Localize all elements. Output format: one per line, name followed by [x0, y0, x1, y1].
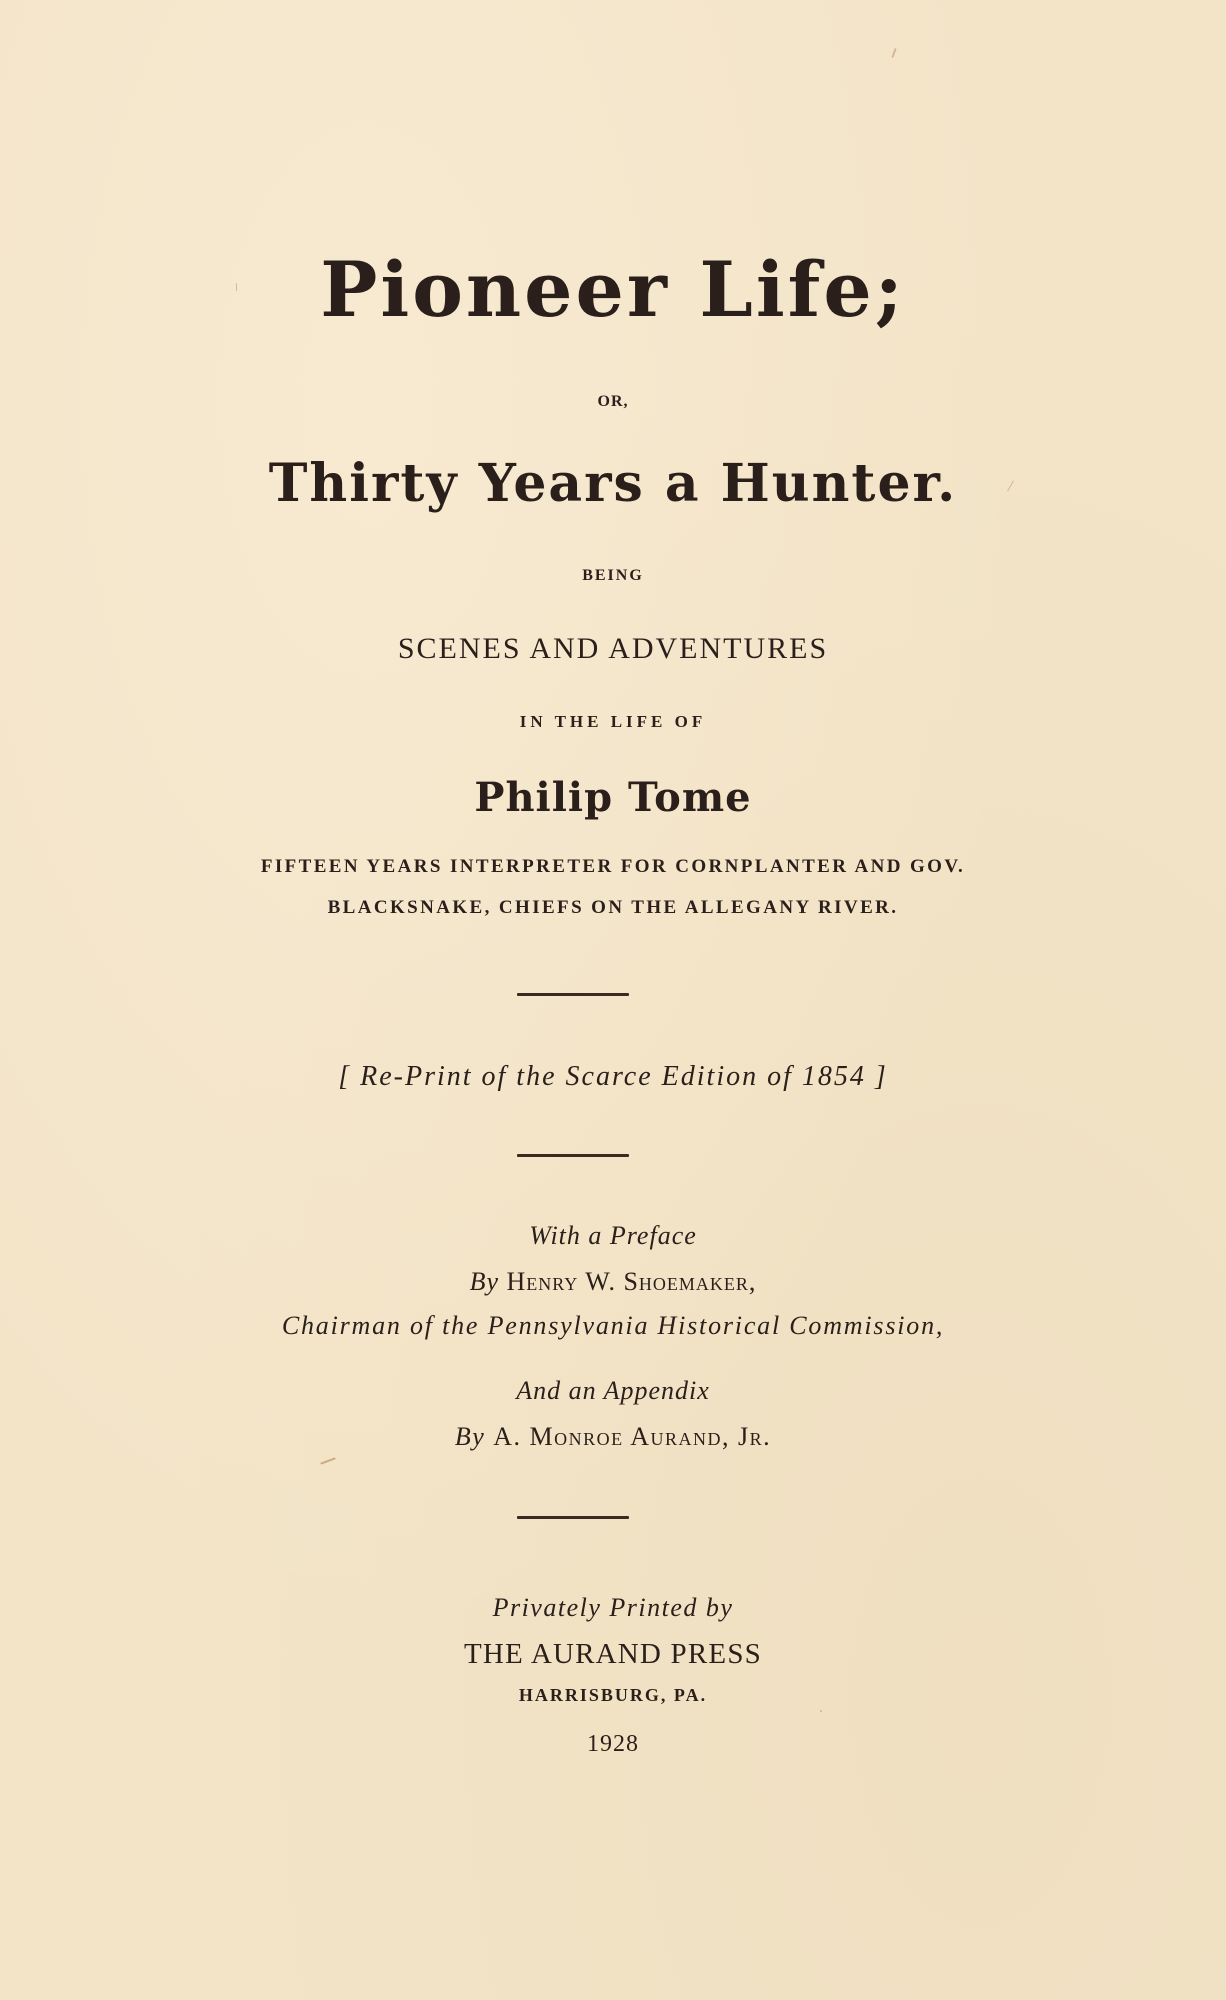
paper-speck	[236, 283, 237, 291]
description-line-1: FIFTEEN YEARS INTERPRETER FOR CORNPLANTER AND GOV.	[260, 856, 966, 877]
scenes-heading: SCENES AND ADVENTURES	[397, 632, 829, 665]
subtitle: Thirty Years a Hunter.	[268, 453, 958, 514]
being-label: BEING	[582, 567, 644, 584]
publisher-place: HARRISBURG, PA.	[518, 1685, 708, 1705]
divider-rule-1	[517, 993, 629, 996]
divider-rule-2	[517, 1154, 629, 1157]
publisher: THE AURAND PRESS	[464, 1638, 762, 1670]
connector-or: OR,	[597, 393, 629, 410]
preface-author-line	[0, 1269, 1226, 1295]
publication-year: 1928	[587, 1731, 639, 1757]
reprint-note: [ Re-Print of the Scarce Edition of 1854 ]	[338, 1061, 888, 1092]
appendix-intro: And an Appendix	[516, 1376, 710, 1405]
description-line-2: BLACKSNAKE, CHIEFS ON THE ALLEGANY RIVER.	[327, 897, 899, 918]
paper-speck	[891, 48, 896, 58]
preface-intro: With a Preface	[529, 1221, 697, 1250]
appendix-author-line	[0, 1424, 1226, 1450]
main-title: Pioneer Life;	[320, 245, 906, 334]
preface-author: Henry W. Shoemaker,	[506, 1267, 757, 1296]
paper-speck	[820, 1710, 822, 1712]
appendix-by-label: By	[454, 1422, 486, 1451]
subject-name: Philip Tome	[474, 774, 752, 821]
paper-speck	[320, 1457, 336, 1464]
preface-author-title: Chairman of the Pennsylvania Historical Commission,	[281, 1311, 945, 1340]
preface-by-label: By	[469, 1267, 499, 1296]
printed-by: Privately Printed by	[492, 1593, 734, 1622]
divider-rule-3	[517, 1516, 629, 1519]
appendix-author: A. Monroe Aurand, Jr.	[493, 1422, 772, 1451]
in-the-life-of: IN THE LIFE OF	[519, 712, 707, 731]
